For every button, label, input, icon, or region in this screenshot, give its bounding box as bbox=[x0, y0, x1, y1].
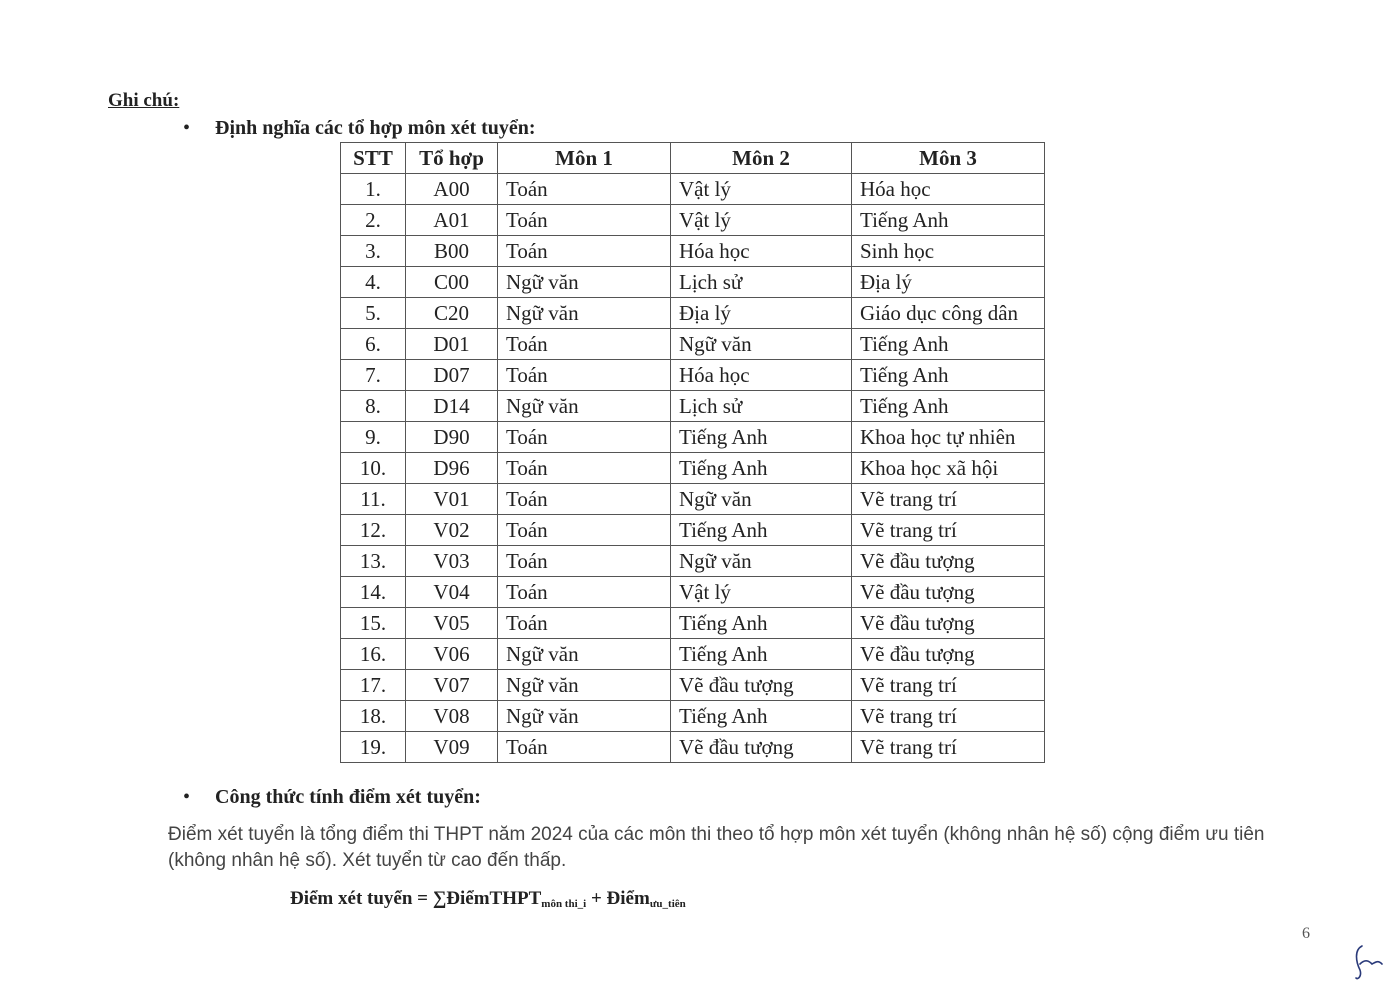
subject-combination-table bbox=[340, 142, 1045, 763]
cell-combination-code: C20 bbox=[406, 298, 498, 329]
cell-subject-2: Tiếng Anh bbox=[671, 515, 852, 546]
table-row bbox=[341, 205, 1045, 236]
table-row bbox=[341, 670, 1045, 701]
cell-stt: 1. bbox=[341, 174, 406, 205]
cell-subject-1: Toán bbox=[498, 577, 671, 608]
cell-subject-1: Toán bbox=[498, 608, 671, 639]
table-row bbox=[341, 515, 1045, 546]
note-heading: Ghi chú: bbox=[108, 90, 180, 111]
cell-subject-3: Hóa học bbox=[852, 174, 1045, 205]
cell-subject-1: Ngữ văn bbox=[498, 670, 671, 701]
table-row bbox=[341, 391, 1045, 422]
cell-subject-1: Toán bbox=[498, 360, 671, 391]
table-row bbox=[341, 453, 1045, 484]
column-header: Môn 3 bbox=[852, 143, 1045, 174]
cell-stt: 8. bbox=[341, 391, 406, 422]
table-header-row bbox=[341, 143, 1045, 174]
cell-subject-3: Địa lý bbox=[852, 267, 1045, 298]
table-row bbox=[341, 639, 1045, 670]
cell-subject-2: Tiếng Anh bbox=[671, 639, 852, 670]
cell-subject-3: Vẽ trang trí bbox=[852, 515, 1045, 546]
cell-combination-code: V08 bbox=[406, 701, 498, 732]
cell-subject-1: Ngữ văn bbox=[498, 267, 671, 298]
cell-subject-3: Vẽ đầu tượng bbox=[852, 577, 1045, 608]
cell-stt: 7. bbox=[341, 360, 406, 391]
cell-combination-code: V03 bbox=[406, 546, 498, 577]
cell-combination-code: A01 bbox=[406, 205, 498, 236]
cell-combination-code: D01 bbox=[406, 329, 498, 360]
cell-combination-code: V01 bbox=[406, 484, 498, 515]
cell-subject-1: Toán bbox=[498, 453, 671, 484]
cell-stt: 2. bbox=[341, 205, 406, 236]
cell-subject-1: Toán bbox=[498, 484, 671, 515]
bullet-icon: • bbox=[183, 786, 191, 808]
table-row bbox=[341, 298, 1045, 329]
cell-stt: 9. bbox=[341, 422, 406, 453]
cell-subject-3: Vẽ trang trí bbox=[852, 732, 1045, 763]
cell-subject-3: Tiếng Anh bbox=[852, 329, 1045, 360]
cell-subject-3: Tiếng Anh bbox=[852, 360, 1045, 391]
formula-subscript: ưu_tiên bbox=[649, 898, 686, 910]
cell-subject-1: Toán bbox=[498, 174, 671, 205]
score-formula bbox=[290, 888, 686, 910]
cell-subject-1: Toán bbox=[498, 732, 671, 763]
cell-subject-1: Toán bbox=[498, 422, 671, 453]
cell-combination-code: B00 bbox=[406, 236, 498, 267]
cell-subject-1: Toán bbox=[498, 515, 671, 546]
table-row bbox=[341, 267, 1045, 298]
cell-subject-1: Ngữ văn bbox=[498, 639, 671, 670]
cell-subject-2: Hóa học bbox=[671, 360, 852, 391]
cell-subject-2: Vẽ đầu tượng bbox=[671, 732, 852, 763]
cell-subject-3: Vẽ đầu tượng bbox=[852, 608, 1045, 639]
table-row bbox=[341, 701, 1045, 732]
cell-subject-2: Vật lý bbox=[671, 205, 852, 236]
table-row bbox=[341, 484, 1045, 515]
table-row bbox=[341, 546, 1045, 577]
cell-subject-1: Toán bbox=[498, 236, 671, 267]
section-formula-heading bbox=[183, 786, 481, 809]
cell-subject-2: Lịch sử bbox=[671, 391, 852, 422]
cell-combination-code: V05 bbox=[406, 608, 498, 639]
cell-subject-3: Giáo dục công dân bbox=[852, 298, 1045, 329]
cell-subject-1: Ngữ văn bbox=[498, 701, 671, 732]
cell-stt: 6. bbox=[341, 329, 406, 360]
cell-stt: 17. bbox=[341, 670, 406, 701]
column-header: STT bbox=[341, 143, 406, 174]
cell-subject-1: Ngữ văn bbox=[498, 298, 671, 329]
cell-combination-code: V02 bbox=[406, 515, 498, 546]
cell-subject-3: Vẽ đầu tượng bbox=[852, 546, 1045, 577]
bullet-icon: • bbox=[183, 117, 191, 139]
cell-stt: 12. bbox=[341, 515, 406, 546]
cell-stt: 11. bbox=[341, 484, 406, 515]
table-row bbox=[341, 608, 1045, 639]
cell-subject-2: Lịch sử bbox=[671, 267, 852, 298]
cell-stt: 10. bbox=[341, 453, 406, 484]
formula-plus: + Điểm bbox=[586, 888, 650, 909]
table-row bbox=[341, 329, 1045, 360]
cell-stt: 5. bbox=[341, 298, 406, 329]
cell-stt: 19. bbox=[341, 732, 406, 763]
column-header: Tổ hợp bbox=[406, 143, 498, 174]
cell-combination-code: D96 bbox=[406, 453, 498, 484]
cell-subject-2: Tiếng Anh bbox=[671, 422, 852, 453]
signature-mark bbox=[1350, 940, 1384, 982]
cell-subject-3: Khoa học tự nhiên bbox=[852, 422, 1045, 453]
cell-stt: 4. bbox=[341, 267, 406, 298]
table-row bbox=[341, 422, 1045, 453]
cell-subject-2: Tiếng Anh bbox=[671, 701, 852, 732]
section-title: Công thức tính điểm xét tuyển: bbox=[215, 786, 481, 808]
cell-stt: 3. bbox=[341, 236, 406, 267]
cell-subject-2: Ngữ văn bbox=[671, 546, 852, 577]
column-header: Môn 1 bbox=[498, 143, 671, 174]
formula-description: Điểm xét tuyển là tổng điểm thi THPT năm 2024 của các môn thi theo tổ hợp môn xét tuyển (không nhân hệ số) cộng điểm ưu tiên (không nhân hệ số). Xét tuyển từ cao đến thấp. bbox=[168, 824, 1265, 871]
cell-subject-3: Tiếng Anh bbox=[852, 391, 1045, 422]
cell-subject-2: Địa lý bbox=[671, 298, 852, 329]
column-header: Môn 2 bbox=[671, 143, 852, 174]
section-title: Định nghĩa các tổ hợp môn xét tuyển: bbox=[215, 117, 536, 139]
cell-combination-code: D14 bbox=[406, 391, 498, 422]
page-number: 6 bbox=[1302, 925, 1310, 942]
cell-subject-2: Hóa học bbox=[671, 236, 852, 267]
cell-stt: 13. bbox=[341, 546, 406, 577]
cell-combination-code: D07 bbox=[406, 360, 498, 391]
cell-subject-2: Tiếng Anh bbox=[671, 453, 852, 484]
formula-main: Điểm xét tuyển = ∑ĐiểmTHPT bbox=[290, 888, 542, 909]
table-row bbox=[341, 174, 1045, 205]
table-row bbox=[341, 236, 1045, 267]
cell-combination-code: V07 bbox=[406, 670, 498, 701]
table-row bbox=[341, 360, 1045, 391]
cell-subject-3: Tiếng Anh bbox=[852, 205, 1045, 236]
cell-subject-2: Ngữ văn bbox=[671, 329, 852, 360]
cell-subject-1: Ngữ văn bbox=[498, 391, 671, 422]
cell-subject-2: Tiếng Anh bbox=[671, 608, 852, 639]
cell-combination-code: C00 bbox=[406, 267, 498, 298]
cell-combination-code: V06 bbox=[406, 639, 498, 670]
cell-subject-3: Vẽ đầu tượng bbox=[852, 639, 1045, 670]
cell-combination-code: D90 bbox=[406, 422, 498, 453]
cell-subject-2: Vật lý bbox=[671, 577, 852, 608]
table-row bbox=[341, 577, 1045, 608]
cell-subject-2: Vẽ đầu tượng bbox=[671, 670, 852, 701]
cell-combination-code: V09 bbox=[406, 732, 498, 763]
cell-combination-code: A00 bbox=[406, 174, 498, 205]
cell-stt: 16. bbox=[341, 639, 406, 670]
section-definitions-heading bbox=[183, 117, 536, 140]
table-row bbox=[341, 732, 1045, 763]
cell-subject-3: Vẽ trang trí bbox=[852, 670, 1045, 701]
cell-subject-3: Vẽ trang trí bbox=[852, 701, 1045, 732]
cell-subject-2: Vật lý bbox=[671, 174, 852, 205]
cell-subject-3: Khoa học xã hội bbox=[852, 453, 1045, 484]
cell-stt: 14. bbox=[341, 577, 406, 608]
cell-subject-3: Vẽ trang trí bbox=[852, 484, 1045, 515]
cell-stt: 18. bbox=[341, 701, 406, 732]
cell-stt: 15. bbox=[341, 608, 406, 639]
cell-subject-3: Sinh học bbox=[852, 236, 1045, 267]
cell-combination-code: V04 bbox=[406, 577, 498, 608]
cell-subject-1: Toán bbox=[498, 329, 671, 360]
cell-subject-1: Toán bbox=[498, 205, 671, 236]
formula-subscript: môn thi_i bbox=[541, 898, 587, 910]
cell-subject-2: Ngữ văn bbox=[671, 484, 852, 515]
cell-subject-1: Toán bbox=[498, 546, 671, 577]
